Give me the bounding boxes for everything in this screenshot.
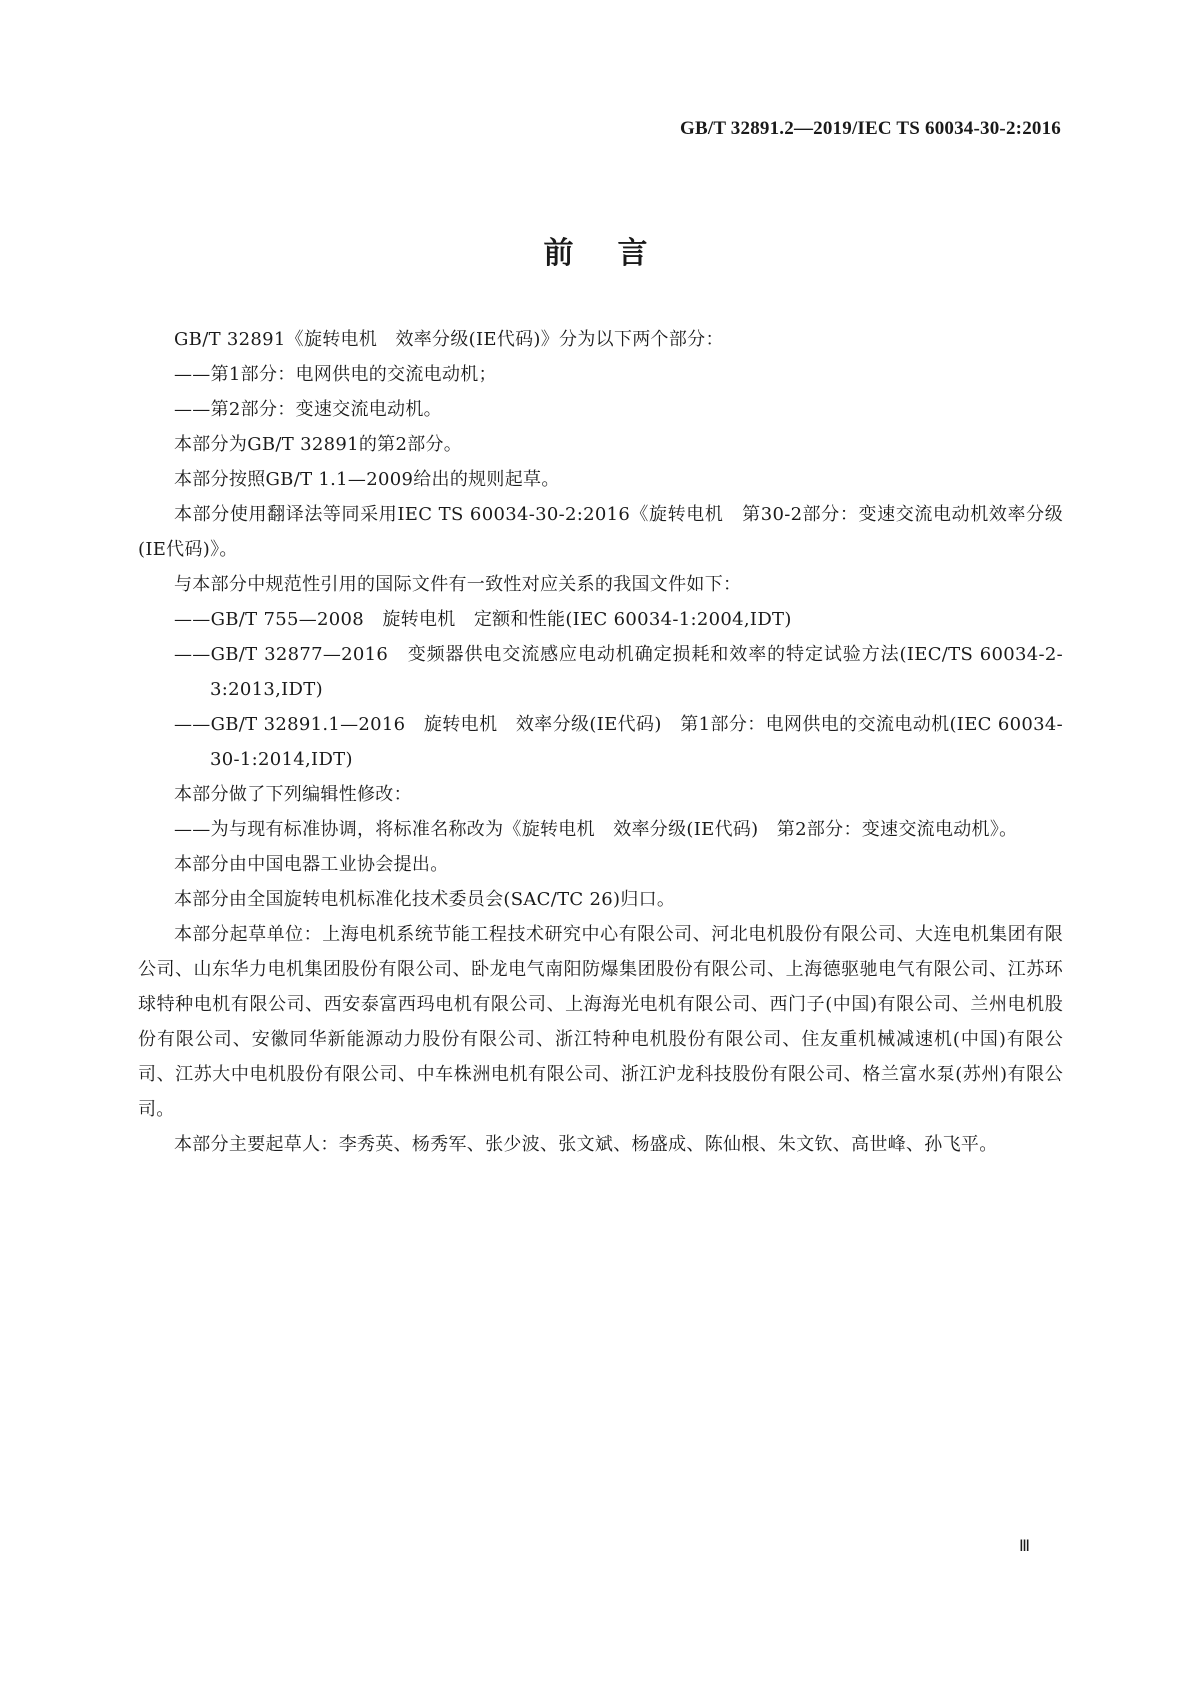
para-corresponding-docs: 与本部分中规范性引用的国际文件有一致性对应关系的我国文件如下：: [174, 574, 742, 595]
para-technical-committee: 本部分由全国旋转电机标准化技术委员会(SAC/TC 26)归口。: [174, 889, 676, 910]
foreword-body: [138, 322, 1063, 1162]
list-item-ref-gbt32877: ——GB/T 32877—2016 变频器供电交流感应电动机确定损耗和效率的特定试验方法(IEC/TS 60034-2-3:2013,IDT): [174, 644, 1063, 700]
para-adoption: 本部分使用翻译法等同采用IEC TS 60034-30-2:2016《旋转电机 第30-2部分：变速交流电动机效率分级(IE代码)》。: [138, 504, 1063, 560]
para-parts-intro: GB/T 32891《旋转电机 效率分级(IE代码)》分为以下两个部分：: [174, 329, 724, 350]
para-part-statement: 本部分为GB/T 32891的第2部分。: [174, 434, 463, 455]
page-title: 前言: [543, 236, 692, 271]
standard-code-header: GB/T 32891.2—2019/IEC TS 60034-30-2:2016: [679, 118, 1061, 139]
para-proposed-by: 本部分由中国电器工业协会提出。: [174, 854, 449, 875]
para-editorial-changes: 本部分做了下列编辑性修改：: [174, 784, 412, 805]
para-drafting-rules: 本部分按照GB/T 1.1—2009给出的规则起草。: [174, 469, 560, 490]
list-item-ref-gbt755: ——GB/T 755—2008 旋转电机 定额和性能(IEC 60034-1:2004,IDT): [174, 609, 792, 630]
page-number: Ⅲ: [1018, 1538, 1031, 1555]
list-item-ref-gbt32891-1: ——GB/T 32891.1—2016 旋转电机 效率分级(IE代码) 第1部分：电网供电的交流电动机(IEC 60034-30-1:2014,IDT): [174, 714, 1063, 770]
para-drafting-units: 本部分起草单位：上海电机系统节能工程技术研究中心有限公司、河北电机股份有限公司、大连电机集团有限公司、山东华力电机集团股份有限公司、卧龙电气南阳防爆集团股份有限公司、上海德驱驰电气有限公司、江苏环球特种电机有限公司、西安泰富西玛电机有限公司、上海海光电机有限公司、西门子(中国)有限公司、兰州电机股份有限公司、安徽同华新能源动力股份有限公司、浙江特种电机股份有限公司、住友重机械减速机(中国)有限公司、江苏大中电机股份有限公司、中车株洲电机有限公司、浙江沪龙科技股份有限公司、格兰富水泵(苏州)有限公司。: [138, 924, 1063, 1120]
para-main-drafters: 本部分主要起草人：李秀英、杨秀军、张少波、张文斌、杨盛成、陈仙根、朱文钦、高世峰、孙飞平。: [174, 1134, 998, 1155]
list-item-part2: ——第2部分：变速交流电动机。: [174, 399, 442, 420]
list-item-edit-title: ——为与现有标准协调，将标准名称改为《旋转电机 效率分级(IE代码) 第2部分：变速交流电动机》。: [174, 819, 1018, 840]
list-item-part1: ——第1部分：电网供电的交流电动机；: [174, 364, 497, 385]
